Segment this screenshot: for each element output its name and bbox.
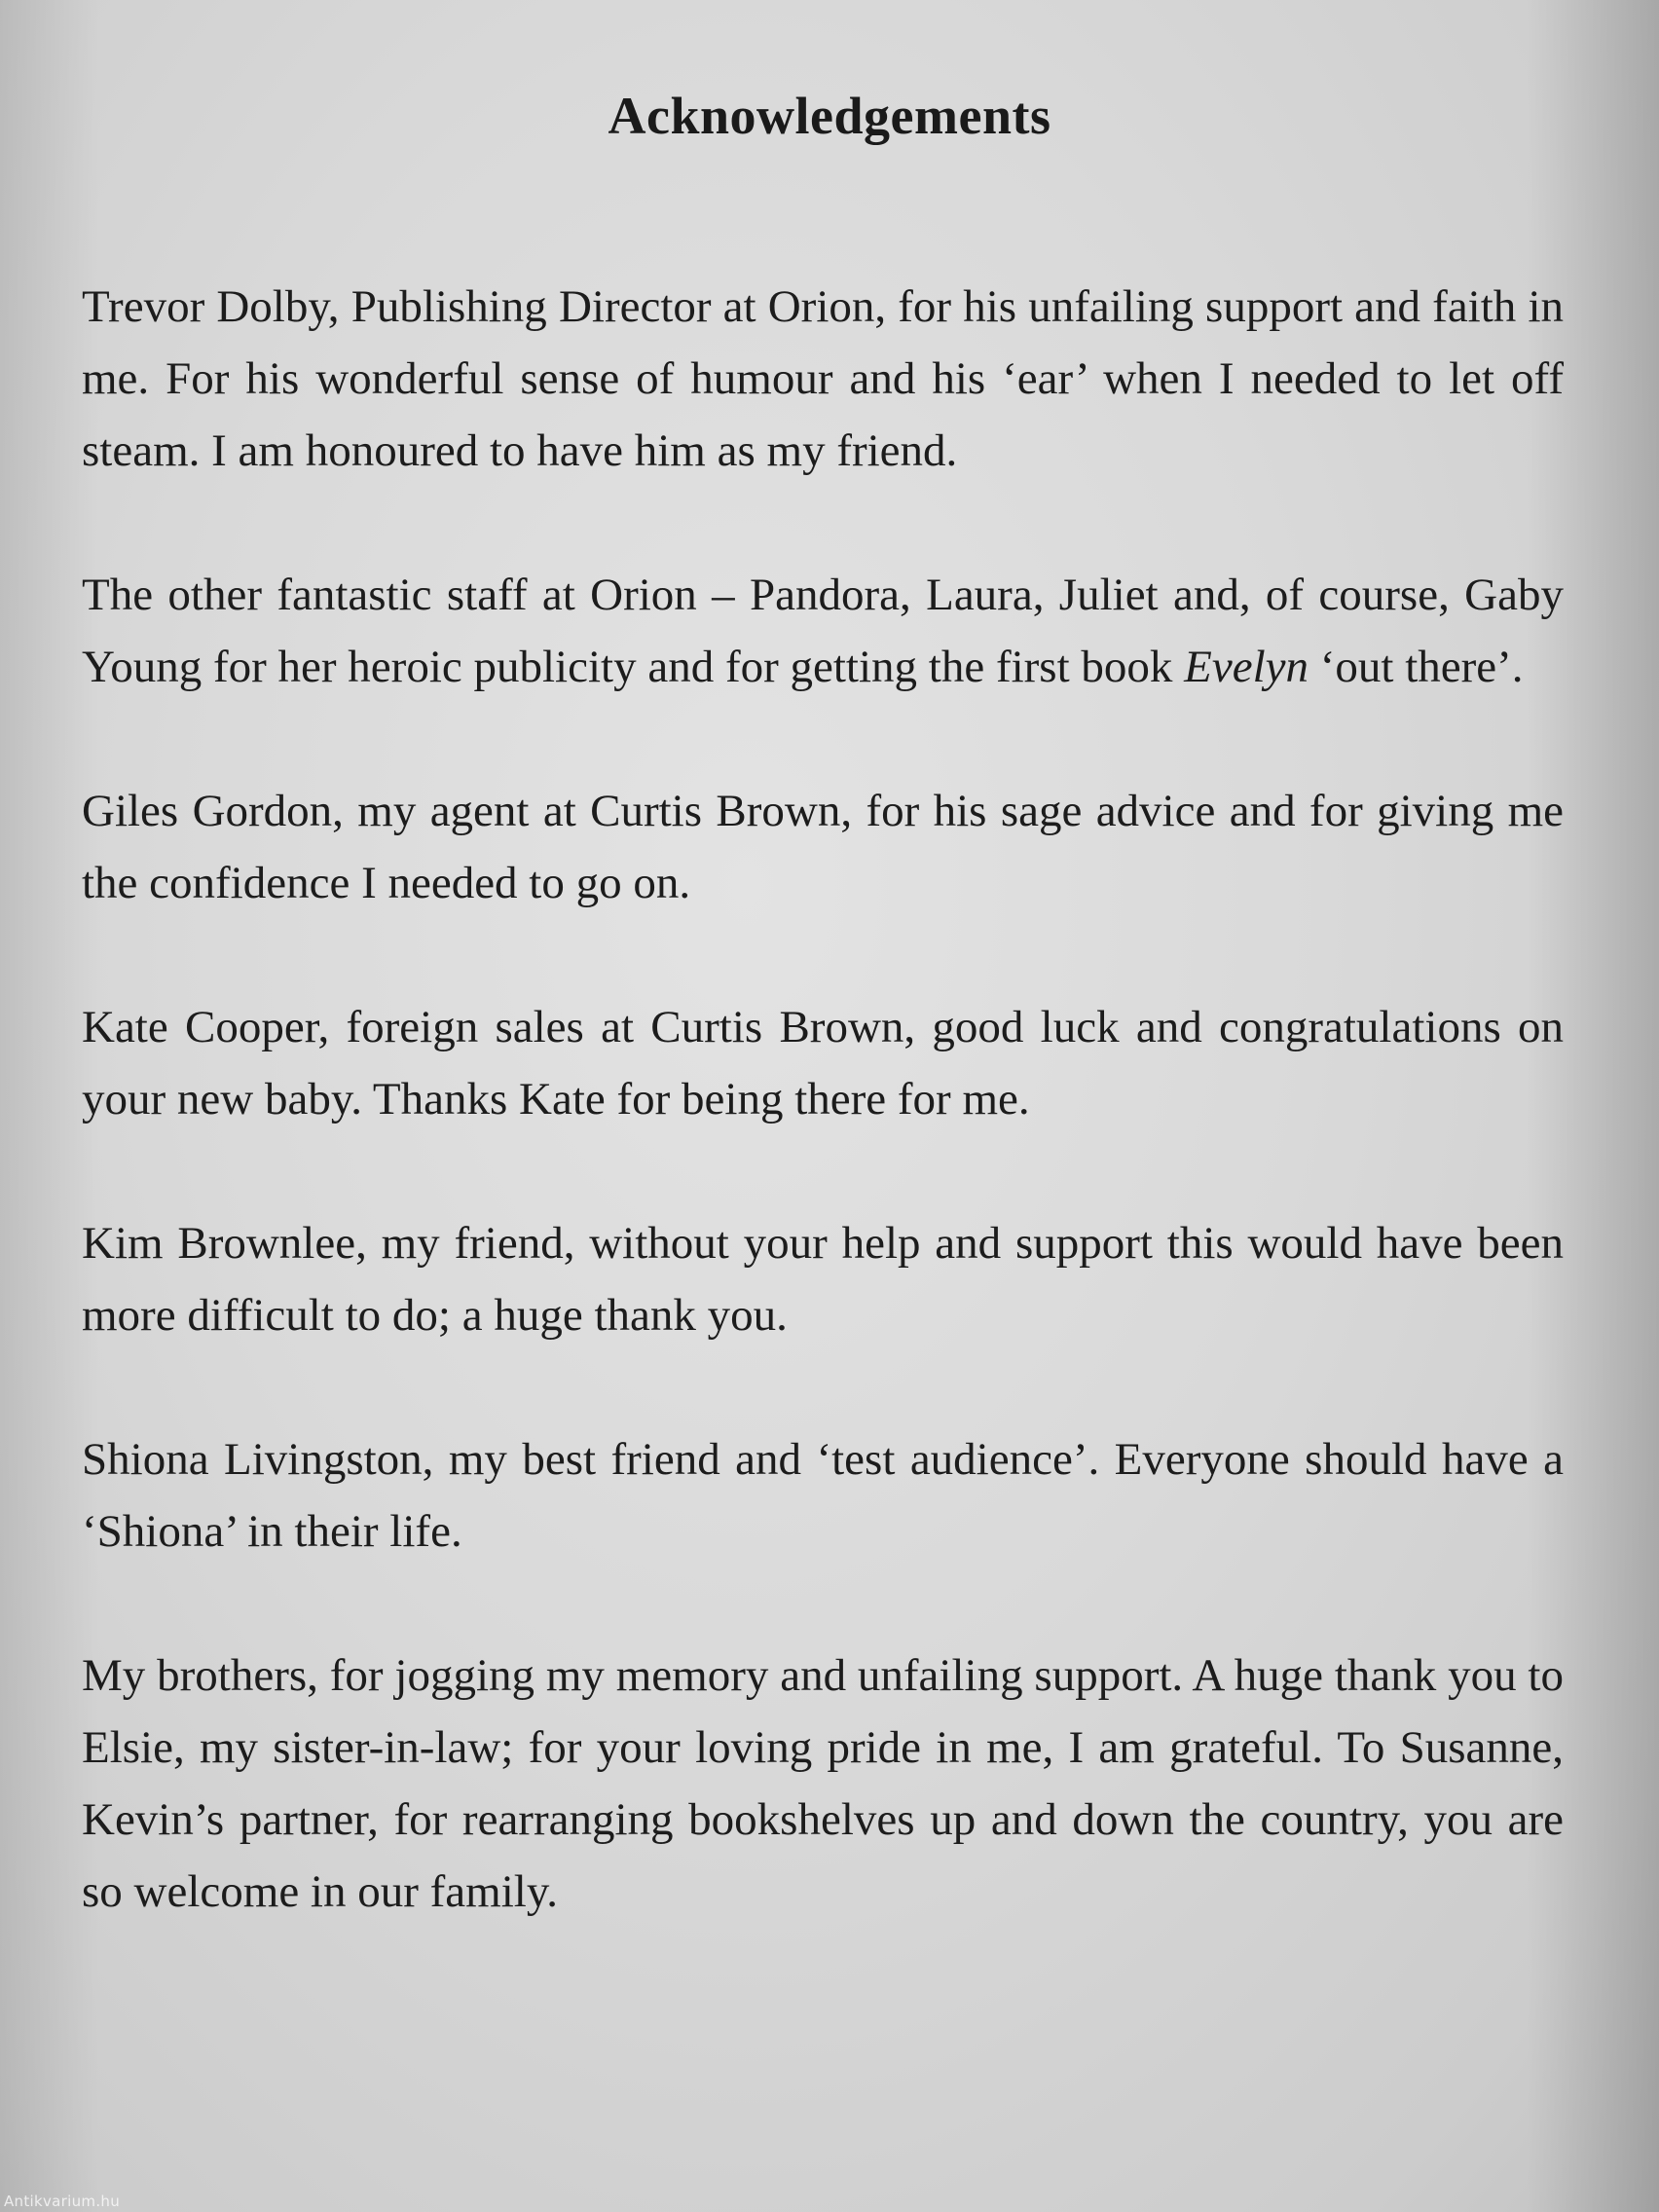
paragraph-kate-cooper: Kate Cooper, foreign sales at Curtis Brown, good luck and congratulations on your new baby. Thanks Kate for being there for me. xyxy=(82,1002,1564,1124)
page-title: Acknowledgements xyxy=(608,87,1051,146)
paragraph-shiona-livingston: Shiona Livingston, my best friend and ‘test audience’. Everyone should have a ‘Shiona’ in their life. xyxy=(82,1434,1564,1557)
paragraph-trevor-dolby: Trevor Dolby, Publishing Director at Orion, for his unfailing support and faith in me. For his wonderful sense of humour and his ‘ear’ when I needed to let off steam. I am honoured to have him as my friend. xyxy=(82,281,1564,476)
paragraph-kim-brownlee: Kim Brownlee, my friend, without your help and support this would have been more difficult to do; a huge thank you. xyxy=(82,1218,1564,1341)
watermark: Antikvarium.hu xyxy=(4,2193,121,2210)
paragraph-orion-staff-text: The other fantastic staff at Orion – Pandora, Laura, Juliet and, of course, Gaby Young for her heroic publicity and for getting the first book xyxy=(82,570,1564,692)
paragraph-brothers-family: My brothers, for jogging my memory and unfailing support. A huge thank you to Elsie, my sister-in-law; for your loving pride in me, I am grateful. To Susanne, Kevin’s partner, for rearranging bookshelves up and down the country, you are so welcome in our family. xyxy=(82,1650,1564,1917)
paragraph-orion-staff xyxy=(82,559,1564,703)
book-title-evelyn: Evelyn xyxy=(1184,642,1309,692)
paragraph-giles-gordon: Giles Gordon, my agent at Curtis Brown, for his sage advice and for giving me the confidence I needed to go on. xyxy=(82,786,1564,908)
paragraph-orion-staff-text-end: ‘out there’. xyxy=(1309,642,1524,692)
acknowledgements-body xyxy=(82,271,1564,1928)
